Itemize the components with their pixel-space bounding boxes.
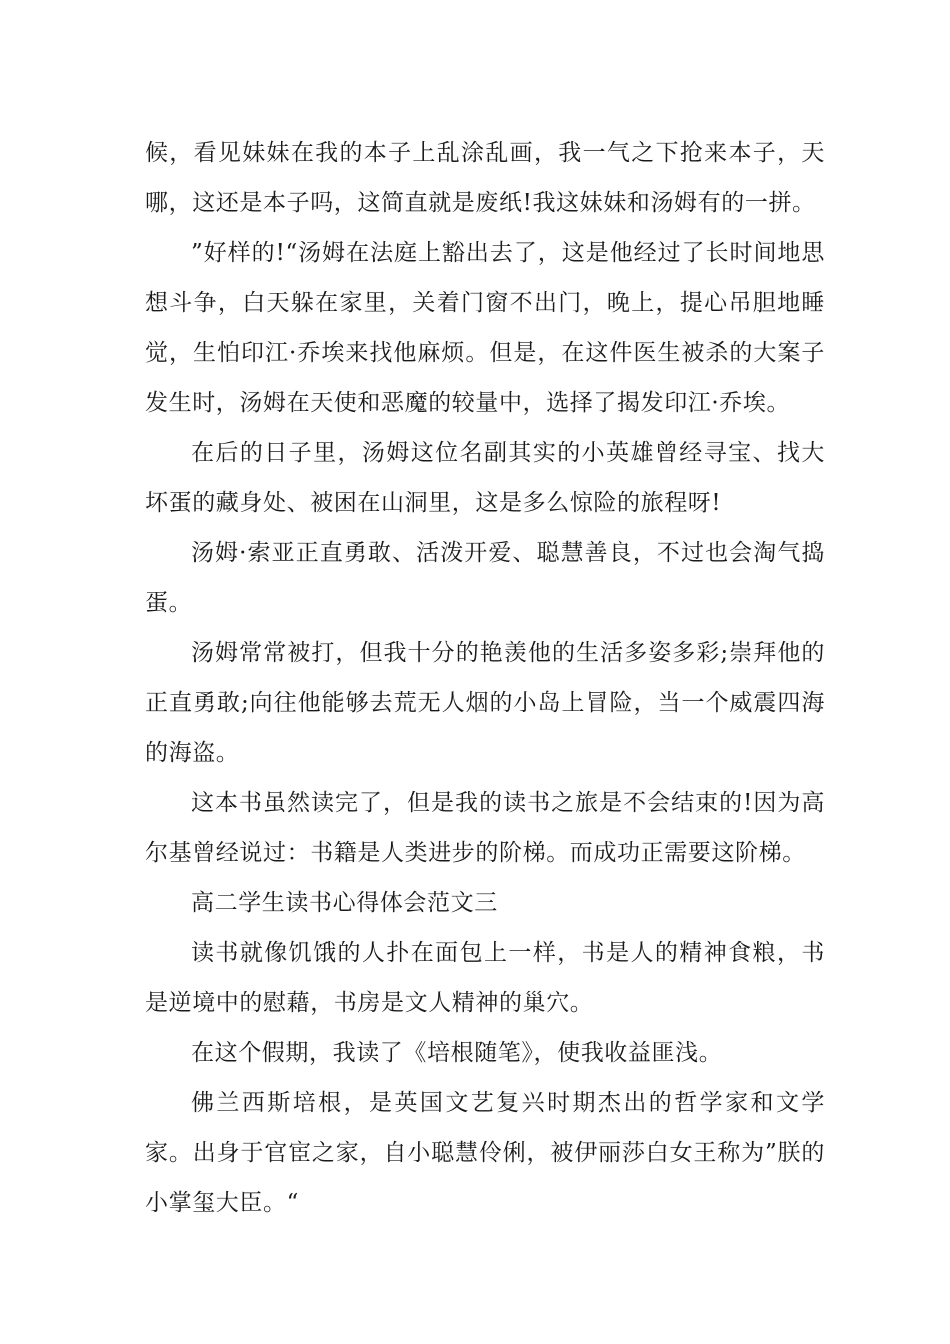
paragraph-7: 读书就像饥饿的人扑在面包上一样，书是人的精神食粮，书是逆境中的慰藉，书房是文人精神的巢穴。: [145, 940, 825, 1016]
paragraph-4: 汤姆·索亚正直勇敢、活泼开爱、聪慧善良，不过也会淘气捣蛋。: [145, 540, 825, 616]
paragraph-1: 候，看见妹妹在我的本子上乱涂乱画，我一气之下抢来本子，天哪，这还是本子吗，这简直就是废纸!我这妹妹和汤姆有的一拼。: [145, 140, 825, 216]
paragraph-8: 在这个假期，我读了《培根随笔》，使我收益匪浅。: [191, 1040, 723, 1066]
paragraph-9: 佛兰西斯培根，是英国文艺复兴时期杰出的哲学家和文学家。出身于官宦之家，自小聪慧伶俐，被伊丽莎白女王称为”朕的小掌玺大臣。“: [145, 1090, 825, 1216]
paragraph-2: ”好样的!“汤姆在法庭上豁出去了，这是他经过了长时间地思想斗争，白天躲在家里，关着门窗不出门，晚上，提心吊胆地睡觉，生怕印江·乔埃来找他麻烦。但是，在这件医生被杀的大案子发生时，汤姆在天使和恶魔的较量中，选择了揭发印江·乔埃。: [145, 240, 825, 416]
paragraph-5: 汤姆常常被打，但我十分的艳羡他的生活多姿多彩;崇拜他的正直勇敢;向往他能够去荒无人烟的小岛上冒险，当一个威震四海的海盗。: [145, 640, 825, 766]
document-body: [145, 128, 825, 1228]
paragraph-6: 这本书虽然读完了，但是我的读书之旅是不会结束的!因为高尔基曾经说过：书籍是人类进步的阶梯。而成功正需要这阶梯。: [145, 790, 825, 866]
paragraph-3: 在后的日子里，汤姆这位名副其实的小英雄曾经寻宝、找大坏蛋的藏身处、被困在山洞里，这是多么惊险的旅程呀!: [145, 440, 825, 516]
section-heading: 高二学生读书心得体会范文三: [191, 890, 498, 916]
